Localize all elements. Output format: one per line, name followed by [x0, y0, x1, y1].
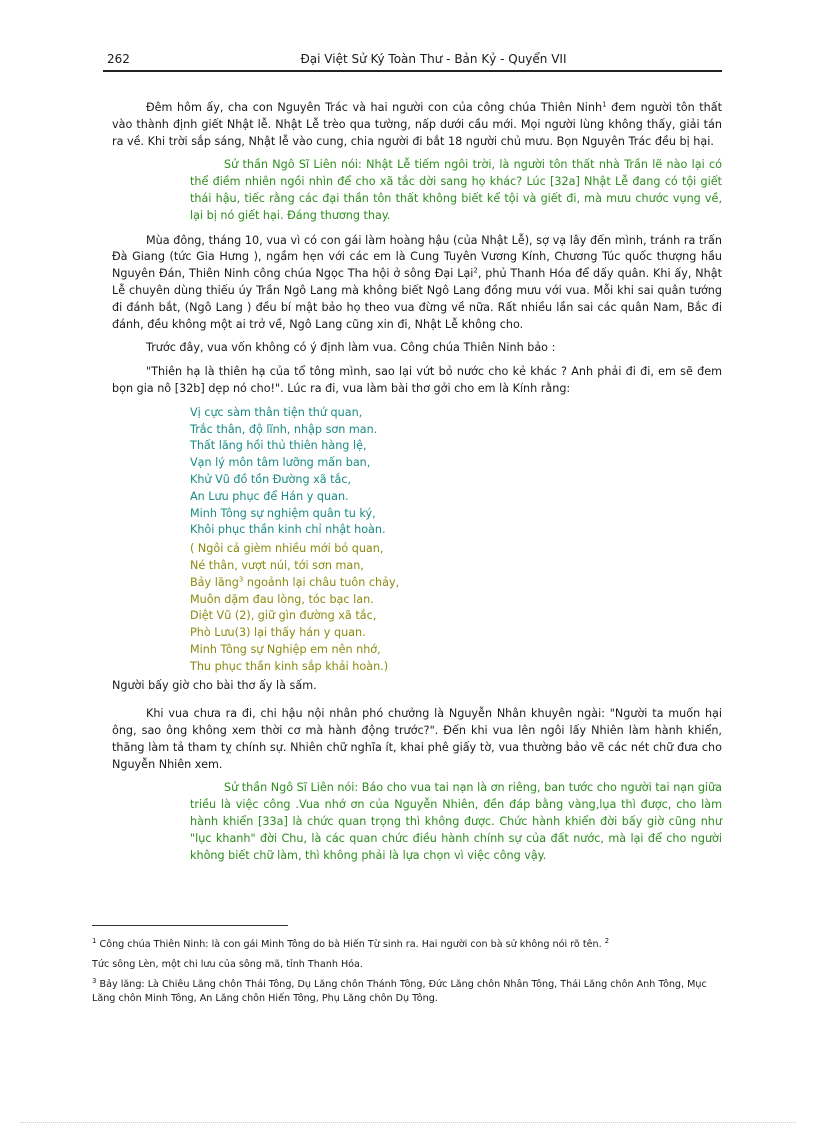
footnote-mark: 2	[604, 936, 610, 945]
footnote-text: Công chúa Thiên Ninh: là con gái Minh Tông do bà Hiến Từ sinh ra. Hai người con bà sử không nói rõ tên.	[96, 939, 605, 950]
poem-line: Khôi phục thần kinh chỉ nhật hoàn.	[190, 523, 386, 537]
poem-line	[190, 575, 722, 592]
poem-line: Vị cực sàm thân tiện thứ quan,	[190, 405, 363, 419]
paragraph-1	[112, 100, 722, 150]
poem-line: Né thân, vượt núi, tới sơn man,	[190, 558, 364, 572]
header-rule	[103, 70, 722, 72]
footnote-ref-1[interactable]: 1	[602, 100, 607, 109]
historian-commentary-1: Sử thần Ngô Sĩ Liên nói: Nhật Lễ tiếm ngôi trời, là người tôn thất nhà Trần lẽ nào lại có thể điềm nhiên ngồi nhìn để cho xã tắc dời sang họ khác? Lúc [32a] Nhật Lễ đang có tội giết thái hậu, tiếc rằng các đại thần tôn thất không biết kể tội và giết đi, mà mưu chước vụng về, lại bị nó giết hại. Đáng thương thay.	[190, 158, 722, 222]
paragraph-text: Mùa đông, tháng 10, vua vì có con gái làm hoàng hậu (của Nhật Lễ), sợ vạ lây đến mình, tránh ra trấn Đà Giang (tức Gia Hưng ), ngầm hẹn với các em là Cung Tuyên Vương Kính, Chương Túc quốc thượng hầu Nguyên Đán, Thiên Ninh công chúa Ngọc Tha hội ở sông Đại Lại	[112, 233, 722, 281]
footnote-1	[92, 938, 728, 952]
poem-line: Thu phục thần kinh sắp khải hoàn.)	[190, 659, 389, 673]
poem-line: Diệt Vũ (2), giữ gìn đường xã tắc,	[190, 609, 377, 623]
poem-line-text: Bảy lăng	[190, 575, 239, 589]
poem-line: Vạn lý môn tâm lưỡng mấn ban,	[190, 456, 371, 470]
paragraph-4: "Thiên hạ là thiên hạ của tổ tông mình, sao lại vứt bỏ nước cho kẻ khác ? Anh phải đi đi, em sẽ đem bọn gia nô [32b] dẹp nó cho!". Lúc ra đi, vua làm bài thơ gởi cho em là Kính rằng:	[112, 365, 722, 395]
poem-original	[190, 405, 722, 539]
poem-line: Thất lăng hồi thủ thiên hàng lệ,	[190, 439, 367, 453]
poem-line: Phò Lưu(3) lại thấy hán y quan.	[190, 626, 366, 640]
poem-line: Muôn dặm đau lòng, tóc bạc lan.	[190, 592, 374, 606]
footnote-2: Tức sông Lèn, một chi lưu của sông mã, tỉnh Thanh Hóa.	[92, 959, 363, 970]
poem-line: Minh Tông sự nghiệm quân tu ký,	[190, 506, 376, 520]
footnote-mark: 1	[92, 936, 97, 945]
paragraph-5: Người bấy giờ cho bài thơ ấy là sấm.	[112, 678, 317, 692]
page-header	[105, 52, 722, 70]
footnote-ref-3[interactable]: 3	[238, 574, 244, 583]
footnote-ref-2[interactable]: 2	[473, 266, 478, 275]
poem-line: An Lưu phục để Hán y quan.	[190, 489, 349, 503]
poem-line: Trắc thân, độ lĩnh, nhập sơn man.	[190, 422, 378, 436]
paragraph-text: Đêm hôm ấy, cha con Nguyên Trác và hai người con của công chúa Thiên Ninh	[146, 101, 603, 114]
paragraph-3: Trước đây, vua vốn không có ý định làm vua. Công chúa Thiên Ninh bảo :	[146, 341, 556, 355]
poem-line: Minh Tông sự Nghiệp em nên nhớ,	[190, 642, 381, 656]
footnote-separator	[92, 925, 288, 926]
poem-line: ( Ngôi cả gièm nhiều mới bỏ quan,	[190, 542, 384, 556]
page-body	[112, 100, 722, 872]
poem-line: Khử Vũ đồ tồn Đường xã tắc,	[190, 472, 352, 486]
paragraph-text: đem người tôn thất vào thành định giết Nhật lễ. Nhật Lễ trèo qua tường, nấp dưới cầu mới. Mọi người lùng không thấy, giải tán ra về. Khi trời sắp sáng, Nhật lễ vào cung, chia người đi bắt 18 người chủ mưu. Bọn Nguyên Trác đều bị hại.	[112, 101, 723, 148]
paragraph-text: , phủ Thanh Hóa để dấy quân. Khi ấy, Nhật Lễ chuyên dùng thiếu úy Trần Ngô Lang mà không biết Ngô Lang đồng mưu với vua. Mỗi khi sai quân tướng đi đánh bắt, (Ngô Lang ) đều bí mật bảo họ theo vua đừng về nữa. Rất nhiều lần sai các quân Nam, Bắc đi đánh, đều không một ai trở về, Ngô Lang cũng xin đi, Nhật Lễ không cho.	[112, 267, 722, 331]
poem-line-text: ngoảnh lại châu tuôn chảy,	[243, 575, 400, 589]
footnote-text: Bảy lăng: Là Chiêu Lăng chôn Thái Tông, Dụ Lăng chôn Thánh Tông, Đức Lăng chôn Nhân Tông, Thái Lăng chôn Anh Tông, Mục Lăng chôn Minh Tông, An Lăng chôn Hiến Tông, Phụ Lăng chôn Dụ Tông.	[92, 979, 707, 1004]
page-number: 262	[107, 52, 130, 66]
footnotes	[92, 938, 728, 1012]
poem-translation	[190, 541, 722, 675]
running-title: Đại Việt Sử Ký Toàn Thư - Bản Kỷ - Quyển VII	[300, 52, 567, 66]
paragraph-6: Khi vua chưa ra đi, chi hậu nội nhân phó chưởng là Nguyễn Nhân khuyên ngài: "Người ta muốn hại ông, sao ông không xem thời cơ mà hành động trước?". Đến khi vua lên ngôi lấy Nhiên làm hành khiển, thăng làm tả tham tỵ chính sự. Nhiên chữ nghĩa ít, khai phê giấy tờ, vua thường bảo vẽ các nét chữ đưa cho Nguyễn Nhiên xem.	[112, 707, 722, 771]
historian-commentary-2: Sử thần Ngô Sĩ Liên nói: Báo cho vua tai nạn là ơn riêng, ban tước cho người tai nạn giữa triều là việc công .Vua nhớ ơn của Nguyễn Nhiên, đền đáp bằng vàng,lụa thì được, cho làm hành khiển [33a] là chức quan trọng thì không được. Chức hành khiển đời bấy giờ cũng như "lục khanh" đời Chu, là các quan chức điều hành chính sự của đất nước, mà lại để cho người không biết chữ làm, thì không phải là lựa chọn vì việc công vậy.	[190, 781, 722, 862]
footnote-3	[92, 978, 728, 1006]
paragraph-2	[112, 233, 722, 334]
footnote-mark: 3	[92, 976, 97, 985]
